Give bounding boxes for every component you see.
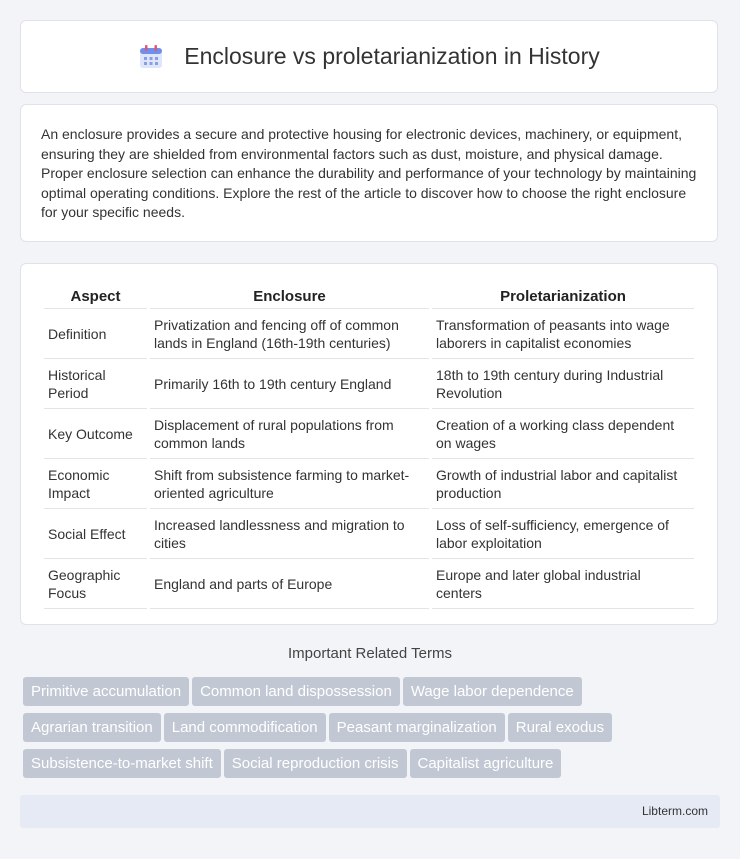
- table-row: [44, 559, 694, 609]
- table-row: [44, 459, 694, 509]
- table-cell: Transformation of peasants into wage laborers in capitalist economies: [432, 309, 694, 359]
- table-cell: 18th to 19th century during Industrial Revolution: [432, 359, 694, 409]
- related-term-tag[interactable]: Social reproduction crisis: [224, 749, 407, 778]
- related-term-tag[interactable]: Peasant marginalization: [329, 713, 505, 742]
- related-term-tag[interactable]: Primitive accumulation: [23, 677, 189, 706]
- table-cell: Growth of industrial labor and capitalist production: [432, 459, 694, 509]
- related-term-tag[interactable]: Land commodification: [164, 713, 326, 742]
- table-header-row: [44, 282, 694, 309]
- related-term-tag[interactable]: Rural exodus: [508, 713, 612, 742]
- intro-section: [20, 104, 718, 242]
- page-header: [20, 20, 718, 93]
- footer-site-link[interactable]: Libterm.com: [641, 804, 708, 818]
- intro-text: An enclosure provides a secure and protective housing for electronic devices, machinery, or equipment, ensuring they are shielded from environmental factors such as dust, moisture, and physical damage. Proper enclosure selection can enhance the durability and performance of your technology by maintaining optimal operating conditions. Explore the rest of the article to discover how to choose the right enclosure for your specific needs.: [41, 126, 697, 220]
- column-header: Aspect: [44, 282, 147, 309]
- table-cell: Historical Period: [44, 359, 147, 409]
- table-cell: Social Effect: [44, 509, 147, 559]
- footer: [20, 795, 720, 828]
- table-cell: Loss of self-sufficiency, emergence of labor exploitation: [432, 509, 694, 559]
- table-cell: Creation of a working class dependent on wages: [432, 409, 694, 459]
- table-row: [44, 409, 694, 459]
- table-cell: Definition: [44, 309, 147, 359]
- calendar-icon: [138, 44, 164, 70]
- table-cell: Geographic Focus: [44, 559, 147, 609]
- table-row: [44, 509, 694, 559]
- table-cell: Europe and later global industrial centers: [432, 559, 694, 609]
- page-title: Enclosure vs proletarianization in History: [184, 43, 600, 69]
- comparison-table: [41, 282, 697, 609]
- table-cell: Shift from subsistence farming to market-oriented agriculture: [150, 459, 429, 509]
- table-cell: England and parts of Europe: [150, 559, 429, 609]
- table-cell: Economic Impact: [44, 459, 147, 509]
- table-cell: Primarily 16th to 19th century England: [150, 359, 429, 409]
- table-cell: Privatization and fencing off of common lands in England (16th-19th centuries): [150, 309, 429, 359]
- related-term-tag[interactable]: Wage labor dependence: [403, 677, 582, 706]
- table-row: [44, 309, 694, 359]
- related-terms-list: [23, 677, 723, 785]
- related-term-tag[interactable]: Common land dispossession: [192, 677, 400, 706]
- related-term-tag[interactable]: Capitalist agriculture: [410, 749, 562, 778]
- related-term-tag[interactable]: Agrarian transition: [23, 713, 161, 742]
- column-header: Enclosure: [150, 282, 429, 309]
- table-cell: Displacement of rural populations from common lands: [150, 409, 429, 459]
- table-cell: Increased landlessness and migration to cities: [150, 509, 429, 559]
- related-term-tag[interactable]: Subsistence-to-market shift: [23, 749, 221, 778]
- table-cell: Key Outcome: [44, 409, 147, 459]
- column-header: Proletarianization: [432, 282, 694, 309]
- table-row: [44, 359, 694, 409]
- comparison-table-card: [20, 263, 718, 625]
- related-terms-title: Important Related Terms: [288, 645, 452, 662]
